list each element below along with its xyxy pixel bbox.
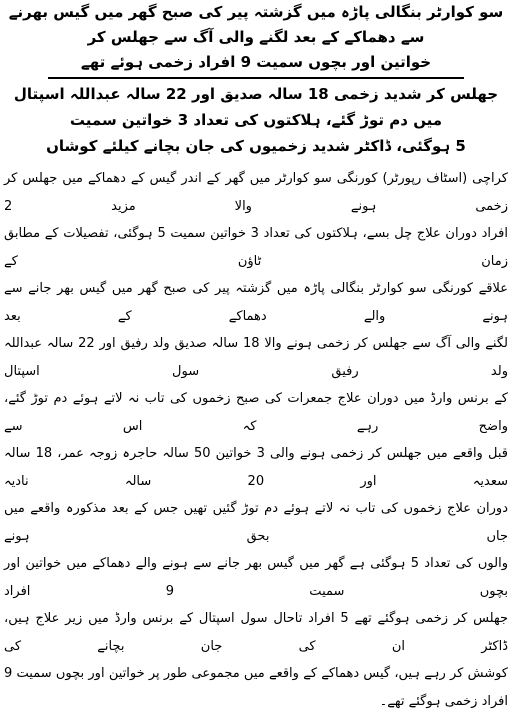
article-body: [4, 165, 508, 715]
body-line: علاقے کورنگی سو کوارٹر بنگالی پاڑہ میں گزشتہ پیر کی صبح گھر میں گیس بھر جانے سے ہونے والے دھماکے کے بعد: [4, 281, 508, 324]
subheadline-line-1: جھلس کر شدید زخمی 18 سالہ صدیق اور 22 سالہ عبداللہ اسپتال میں دم توڑ گئے، ہلاکتوں کی تعداد 3 خواتین سمیت: [13, 85, 499, 129]
body-line: لگنے والی آگ سے جھلس کر زخمی ہونے والا 18 سالہ صدیق ولد رفیق اور 22 سالہ عبداللہ ولد رفیق سول اسپتال: [4, 336, 508, 379]
headline-line-1: سو کوارٹر بنگالی پاڑہ میں گزشتہ پیر کی صبح گھر میں گیس بھرنے سے دھماکے کے بعد لگنے والی آگ سے جھلس کر: [8, 3, 504, 46]
body-line: جھلس کر زخمی ہوگئے تھے 5 افراد تاحال سول اسپتال کے برنس وارڈ میں زیر علاج ہیں، ڈاکٹر ان کی جان بچانے کی: [4, 611, 508, 654]
body-line: کوشش کر رہے ہیں، گیس دھماکے کے واقعے میں مجموعی طور پر خواتین اور بچوں سمیت 9 افراد زخمی ہوگئے تھے۔: [4, 666, 508, 709]
subheadline: [4, 81, 508, 159]
body-line: قبل واقعے میں جھلس کر زخمی ہونے والی 3 خواتین 50 سالہ حاجرہ زوجہ عمر، 18 سالہ سعدیہ اور 20 سالہ نادیہ: [4, 446, 508, 489]
divider: [48, 77, 464, 79]
subheadline-line-2: 5 ہوگئی، ڈاکٹر شدید زخمیوں کی جان بچانے کیلئے کوشاں: [46, 137, 466, 155]
body-line: کراچی (اسٹاف رپورٹر) کورنگی سو کوارٹر میں گھر کے اندر گیس کے دھماکے میں جھلس کر زخمی ہونے والا مزید 2: [4, 171, 508, 214]
body-line: افراد دوران علاج چل بسے، ہلاکتوں کی تعداد 3 خواتین سمیت 5 ہوگئی، تفصیلات کے مطابق زمان ٹاؤن کے: [4, 226, 509, 269]
headline-line-2: خواتین اور بچوں سمیت 9 افراد زخمی ہوئے تھے: [80, 53, 432, 71]
body-line: والوں کی تعداد 5 ہوگئی ہے گھر میں گیس بھر جانے سے ہونے والے دھماکے میں خواتین اور بچوں سمیت 9 افراد: [4, 556, 508, 599]
body-line: کے برنس وارڈ میں دوران علاج جمعرات کی صبح زخموں کی تاب نہ لاتے ہوئے دم توڑ گئے، واضح رہے کہ اس سے: [4, 391, 508, 434]
headline: [4, 0, 508, 75]
body-line: دوران علاج زخموں کی تاب نہ لاتے ہوئے دم توڑ گئیں تھیں جس کے بعد مذکورہ واقعے میں جاں بحق ہونے: [4, 501, 508, 544]
